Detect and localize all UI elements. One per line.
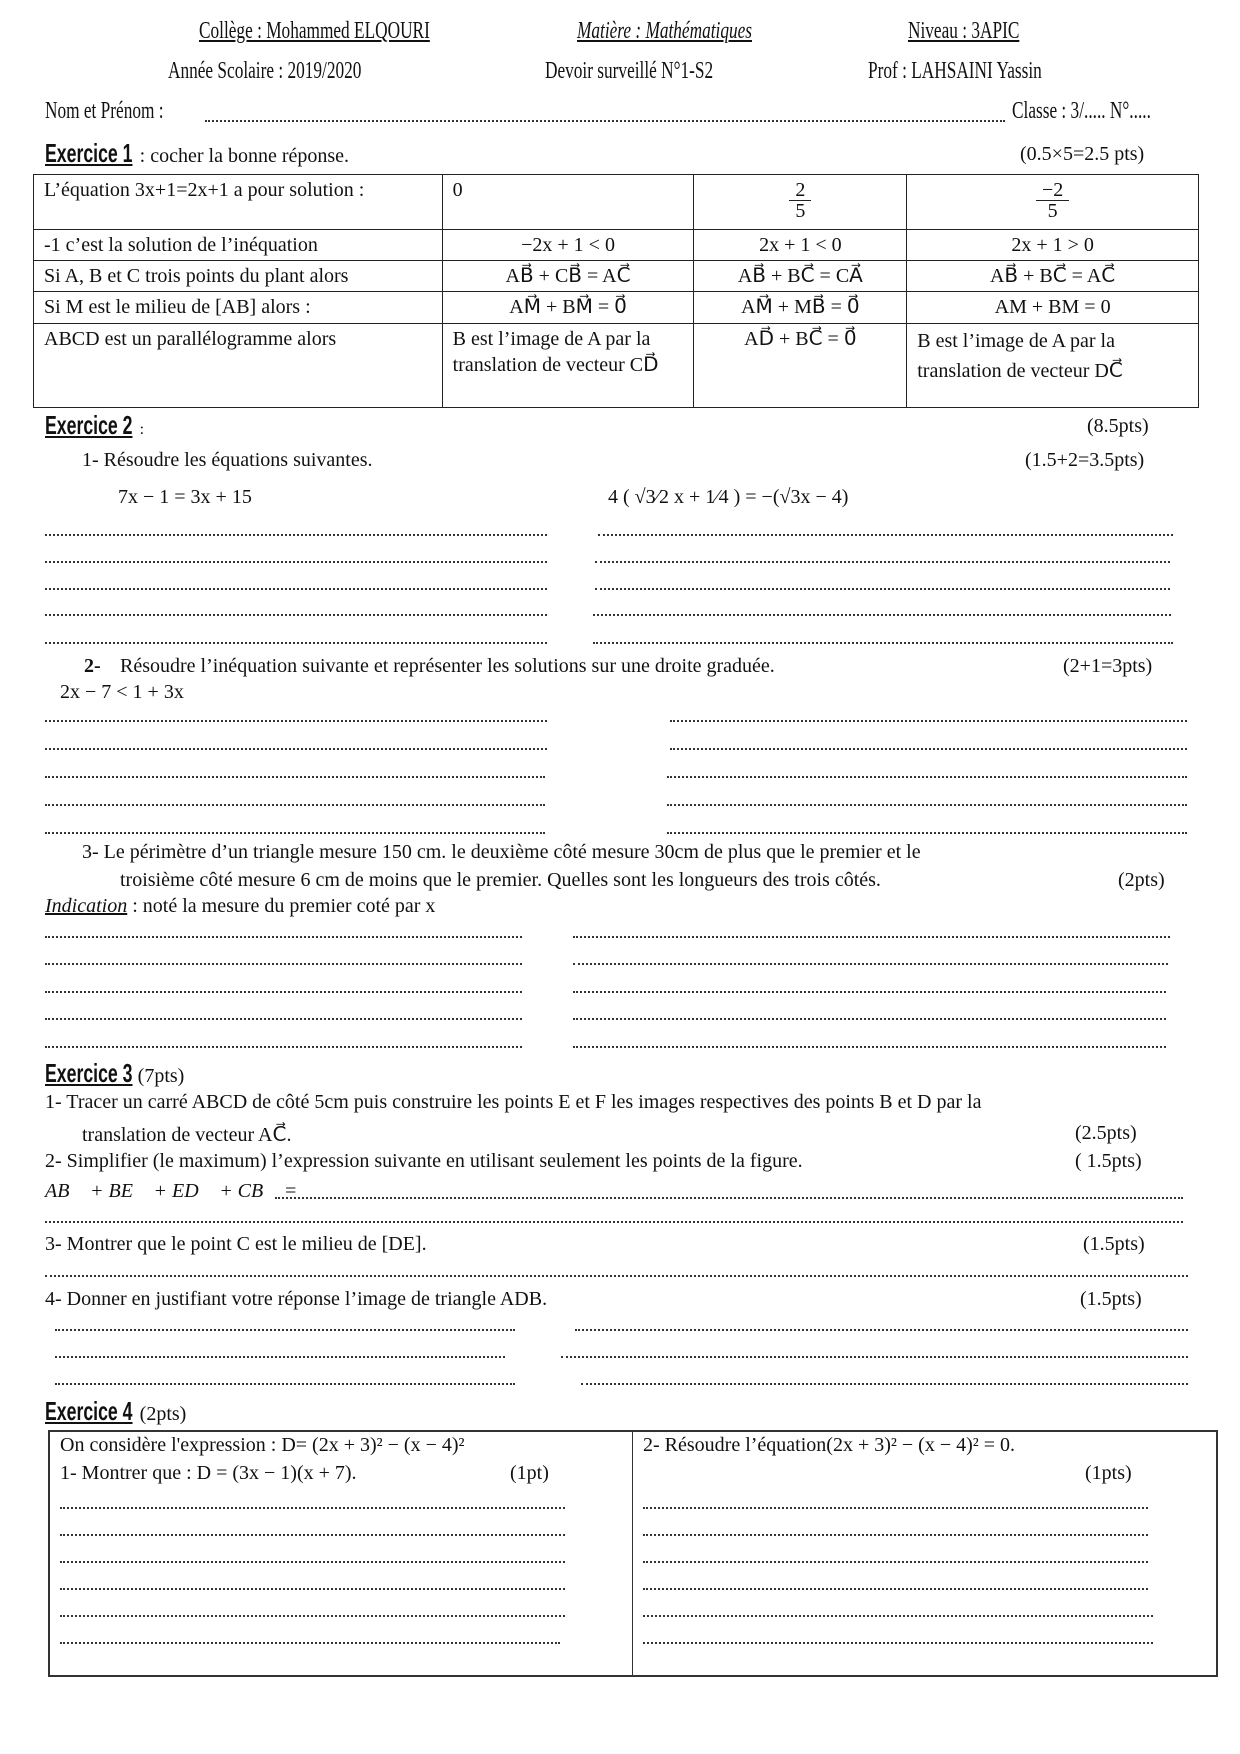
answer-line[interactable]: [581, 1383, 1188, 1385]
college-name: Collège : Mohammed ELQOURI: [199, 18, 430, 44]
answer-a[interactable]: AB⃗ + CB⃗ = AC⃗: [442, 261, 694, 292]
answer-line[interactable]: [45, 642, 547, 644]
answer-line[interactable]: [55, 1383, 515, 1385]
ex2-q1-points: (1.5+2=3.5pts): [1025, 449, 1145, 471]
inequation: 2x − 7 < 1 + 3x: [60, 681, 184, 703]
answer-line[interactable]: [45, 776, 545, 778]
teacher: Prof : LAHSAINI Yassin: [868, 58, 1042, 84]
ex3-q4-points: (1.5pts): [1080, 1288, 1142, 1310]
ex2-title: Exercice 2: [45, 410, 133, 440]
answer-line[interactable]: [595, 561, 1170, 563]
answer-line[interactable]: [575, 1329, 1188, 1331]
answer-line[interactable]: [60, 1507, 565, 1509]
ex4-intro: On considère l'expression : D= (2x + 3)² − (x − 4)²: [60, 1434, 465, 1456]
table-row: [34, 230, 1199, 261]
ex2-q3-line2: troisième côté mesure 6 cm de moins que le premier. Quelles sont les longueurs des trois côtés.: [120, 869, 881, 891]
answer-b[interactable]: AD⃗ + BC⃗ = 0⃗: [694, 324, 907, 408]
ex4-points: (2pts): [139, 1403, 187, 1425]
answer-b[interactable]: [694, 175, 907, 230]
ex2-heading: [45, 410, 144, 441]
ex3-q3: 3- Montrer que le point C est le milieu de [DE].: [45, 1233, 427, 1255]
ex3-q2-points: ( 1.5pts): [1075, 1150, 1142, 1172]
answer-line[interactable]: [45, 614, 547, 616]
answer-line[interactable]: [60, 1561, 565, 1563]
question-cell: L’équation 3x+1=2x+1 a pour solution :: [34, 175, 443, 230]
answer-line[interactable]: [45, 561, 547, 563]
ex4-q1-points: (1pt): [510, 1462, 549, 1484]
answer-b[interactable]: AM⃗ + MB⃗ = 0⃗: [694, 292, 907, 324]
answer-line[interactable]: [45, 720, 547, 722]
question-cell: Si M est le milieu de [AB] alors :: [34, 292, 443, 324]
answer-c[interactable]: AB⃗ + BC⃗ = AC⃗: [907, 261, 1199, 292]
answer-line[interactable]: [45, 991, 522, 993]
table-row: [34, 292, 1199, 324]
question-cell: ABCD est un parallélogramme alors: [34, 324, 443, 408]
ex3-points: (7pts): [137, 1065, 185, 1087]
ex3-q1-line2: translation de vecteur AC⃗.: [82, 1124, 292, 1146]
numerator: 2: [789, 180, 811, 201]
answer-line[interactable]: [45, 1018, 522, 1020]
answer-line[interactable]: [45, 804, 545, 806]
question-cell: -1 c’est la solution de l’inéquation: [34, 230, 443, 261]
ex3-heading: [45, 1058, 184, 1089]
numerator: −2: [1036, 180, 1069, 201]
equation-1: 7x − 1 = 3x + 15: [118, 486, 252, 508]
column-divider: [632, 1432, 633, 1675]
exam-title: Devoir surveillé N°1-S2: [545, 58, 714, 84]
answer-line[interactable]: [667, 832, 1187, 834]
answer-a[interactable]: B est l’image de A par la translation de vecteur CD⃗: [442, 324, 694, 408]
answer-line[interactable]: [573, 1018, 1166, 1020]
ex2-colon: :: [139, 421, 145, 438]
level: Niveau : 3APIC: [908, 18, 1020, 44]
ex4-heading: [45, 1396, 186, 1427]
class-label: Classe : 3/..... N°.....: [1012, 98, 1151, 124]
ex2-q2: Résoudre l’inéquation suivante et représenter les solutions sur une droite graduée.: [120, 655, 775, 677]
answer-c[interactable]: 2x + 1 > 0: [907, 230, 1199, 261]
school-year: Année Scolaire : 2019/2020: [168, 58, 362, 84]
answer-line[interactable]: [670, 748, 1187, 750]
answer-line[interactable]: [45, 963, 522, 965]
ex2-q2-points: (2+1=3pts): [1063, 655, 1153, 677]
ex3-q3-points: (1.5pts): [1083, 1233, 1145, 1255]
answer-line[interactable]: [45, 832, 545, 834]
ex3-title: Exercice 3: [45, 1058, 133, 1088]
ex4-box: [48, 1430, 1218, 1677]
answer-line[interactable]: [45, 534, 547, 536]
ex1-instruction: : cocher la bonne réponse.: [139, 145, 350, 167]
answer-line[interactable]: [573, 1046, 1166, 1048]
ex3-q1-points: (2.5pts): [1075, 1122, 1137, 1144]
hint-label: Indication: [45, 895, 128, 917]
ex4-title: Exercice 4: [45, 1396, 133, 1426]
answer-line[interactable]: [643, 1588, 1148, 1590]
answer-line[interactable]: [643, 1561, 1148, 1563]
question-cell: Si A, B et C trois points du plant alors: [34, 261, 443, 292]
answer-a[interactable]: AM⃗ + BM⃗ = 0⃗: [442, 292, 694, 324]
ex4-q2: 2- Résoudre l’équation(2x + 3)² − (x − 4)² = 0.: [643, 1434, 1016, 1456]
answer-line[interactable]: [670, 720, 1187, 722]
table-row: [34, 324, 1199, 408]
ex4-q1: 1- Montrer que : D = (3x − 1)(x + 7).: [60, 1462, 357, 1484]
answer-line[interactable]: [45, 1221, 1183, 1223]
answer-c[interactable]: AM + BM = 0: [907, 292, 1199, 324]
answer-line[interactable]: [593, 614, 1171, 616]
answer-line[interactable]: [275, 1197, 1183, 1199]
ex3-q2: 2- Simplifier (le maximum) l’expression suivante en utilisant seulement les points de la figure.: [45, 1150, 803, 1172]
answer-c[interactable]: B est l’image de A par la translation de vecteur DC⃗: [907, 324, 1199, 408]
answer-line[interactable]: [60, 1642, 560, 1644]
ex2-q3-line1: 3- Le périmètre d’un triangle mesure 150 cm. le deuxième côté mesure 30cm de plus que le premier et le: [82, 841, 921, 863]
answer-b[interactable]: AB⃗ + BC⃗ = CA⃗: [694, 261, 907, 292]
ex1-points: (0.5×5=2.5 pts): [1020, 143, 1145, 165]
ex2-points: (8.5pts): [1087, 415, 1149, 437]
hint-text: : noté la mesure du premier coté par x: [127, 895, 436, 917]
answer-line[interactable]: [60, 1615, 565, 1617]
answer-c[interactable]: [907, 175, 1199, 230]
answer-line[interactable]: [561, 1356, 1188, 1358]
answer-line[interactable]: [60, 1588, 565, 1590]
answer-line[interactable]: [45, 588, 547, 590]
answer-line[interactable]: [643, 1507, 1148, 1509]
answer-line[interactable]: [55, 1329, 515, 1331]
answer-line[interactable]: [45, 1046, 522, 1048]
answer-a[interactable]: −2x + 1 < 0: [442, 230, 694, 261]
answer-line[interactable]: [643, 1534, 1148, 1536]
denominator: 5: [1047, 200, 1058, 222]
ex1-heading: [45, 138, 349, 169]
table-row: [34, 175, 1199, 230]
answer-line[interactable]: [595, 588, 1170, 590]
ex3-q1-line1: 1- Tracer un carré ABCD de côté 5cm puis construire les points E et F les images respectives des points B et D par la: [45, 1091, 982, 1113]
answer-line[interactable]: [598, 534, 1173, 536]
ex3-q4: 4- Donner en justifiant votre réponse l’image de triangle ADB.: [45, 1288, 548, 1310]
ex2-q3-points: (2pts): [1118, 869, 1165, 891]
answer-line[interactable]: [643, 1642, 1153, 1644]
ex1-title: Exercice 1: [45, 138, 133, 168]
answer-b[interactable]: 2x + 1 < 0: [694, 230, 907, 261]
answer-line[interactable]: [55, 1356, 505, 1358]
answer-line[interactable]: [643, 1615, 1153, 1617]
ex1-table: [33, 174, 1199, 408]
ex4-q2-points: (1pts): [1085, 1462, 1132, 1484]
answer-line[interactable]: [593, 642, 1173, 644]
ex2-q2-number: 2-: [84, 655, 101, 677]
answer-line[interactable]: [573, 991, 1166, 993]
table-row: [34, 261, 1199, 292]
answer-a[interactable]: 0: [442, 175, 694, 230]
subject: Matière : Mathématiques: [577, 18, 752, 44]
name-field[interactable]: [205, 120, 1005, 122]
answer-line[interactable]: [667, 776, 1187, 778]
vector-expression: AB⃗ + BE⃗ + ED⃗ + CB⃗ =: [45, 1180, 298, 1202]
hint: [45, 895, 435, 918]
answer-line[interactable]: [573, 936, 1170, 938]
answer-line[interactable]: [45, 748, 547, 750]
answer-line[interactable]: [45, 1275, 1188, 1277]
ex2-q1: 1- Résoudre les équations suivantes.: [82, 449, 373, 471]
equation-2: 4 ( √3⁄2 x + 1⁄4 ) = −(√3x − 4): [608, 486, 849, 508]
denominator: 5: [795, 200, 806, 222]
answer-line[interactable]: [573, 963, 1168, 965]
answer-line[interactable]: [60, 1534, 565, 1536]
answer-line[interactable]: [667, 804, 1187, 806]
name-label: Nom et Prénom :: [45, 98, 164, 124]
answer-line[interactable]: [45, 936, 522, 938]
